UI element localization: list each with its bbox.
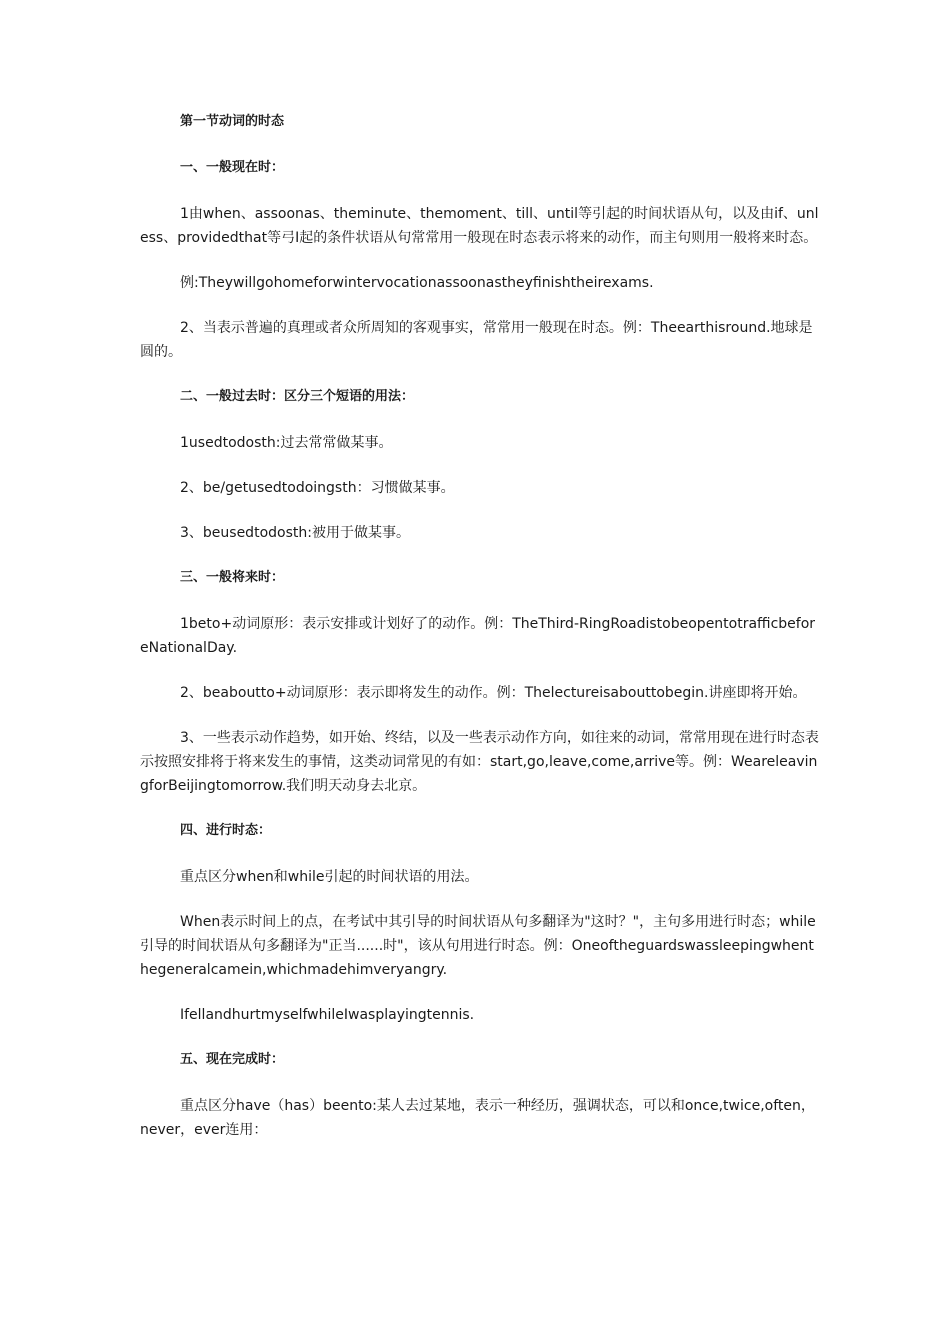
paragraph: When表示时间上的点，在考试中其引导的时间状语从句多翻译为"这时？"，主句多用进行时态；while引导的时间状语从句多翻译为"正当......时"，该从句用进行时态。例：Oneoftheguardswassleepingwhenthegeneralcamein,whichmadehimveryangry. bbox=[140, 914, 816, 978]
document-title: 第一节动词的时态 bbox=[180, 114, 285, 129]
paragraph: 重点区分when和while引起的时间状语的用法。 bbox=[180, 869, 479, 885]
section-heading-present-simple: 一、一般现在时： bbox=[180, 160, 285, 175]
example-sentence: 例:Theywillgohomeforwintervocationassoonastheyfinishtheirexams. bbox=[180, 275, 654, 291]
paragraph: 3、一些表示动作趋势，如开始、终结，以及一些表示动作方向，如往来的动词，常常用现在进行时态表示按照安排将于将来发生的事情，这类动词常见的有如：start,go,leave,come,arrive等。例：WeareleavingforBeijingtomorrow.我们明天动身去北京。 bbox=[140, 730, 819, 794]
paragraph: 2、beaboutto+动词原形：表示即将发生的动作。例：Thelectureisabouttobegin.讲座即将开始。 bbox=[180, 685, 807, 701]
phrase-item: 2、be/getusedtodoingsth：习惯做某事。 bbox=[180, 480, 455, 496]
document-page bbox=[140, 110, 820, 1163]
paragraph: 重点区分have（has）beento:某人去过某地，表示一种经历，强调状态，可以和once,twice,often，never，ever连用： bbox=[140, 1098, 815, 1138]
paragraph: 1beto+动词原形：表示安排或计划好了的动作。例：TheThird-RingRoadistobeopentotrafficbeforeNationalDay. bbox=[140, 616, 816, 656]
section-heading-future-simple: 三、一般将来时： bbox=[180, 570, 285, 585]
example-sentence: IfellandhurtmyselfwhileIwasplayingtennis. bbox=[180, 1007, 475, 1023]
phrase-item: 3、beusedtodosth:被用于做某事。 bbox=[180, 525, 410, 541]
paragraph: 1由when、assoonas、theminute、themoment、till、until等引起的时间状语从句，以及由if、unless、providedthat等弓I起的条件状语从句常常用一般现在时态表示将来的动作，而主句则用一般将来时态。 bbox=[140, 206, 819, 246]
section-heading-progressive: 四、进行时态： bbox=[180, 823, 272, 838]
phrase-item: 1usedtodosth:过去常常做某事。 bbox=[180, 435, 393, 451]
paragraph: 2、当表示普遍的真理或者众所周知的客观事实，常常用一般现在时态。例：Theearthisround.地球是圆的。 bbox=[140, 320, 813, 360]
section-heading-present-perfect: 五、现在完成时： bbox=[180, 1052, 285, 1067]
section-heading-past-simple: 二、一般过去时：区分三个短语的用法： bbox=[180, 389, 415, 404]
